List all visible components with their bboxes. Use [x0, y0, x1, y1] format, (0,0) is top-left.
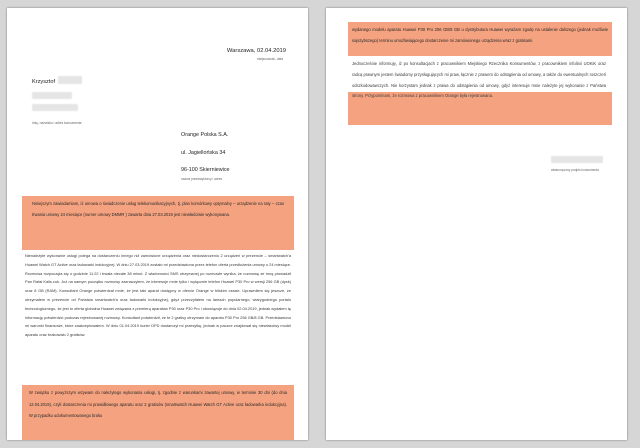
- paragraph-demand-continued: wydanego modelu aparatu Huawei P30 Pro 256 GB/8 GB u dystrybutora Huawei wyrażam zgodę na ustalenie dalszego (jednak możliwie najszybszego) terminu umożliwiającego dostarczenie mi zamówionego urządzenia wraz z gratisami.: [352, 27, 608, 43]
- paragraph-rights-part-1: Jednocześnie informuję, iż po konsultacjach z pracownikiem Miejskiego Rzecznika Konsumentów, z pracownikiem infolinii UOKiK oraz radcą prawnym jestem świadomy przysługujących mi praw, łącznie z prawem do odstąpienia od umowy, a także do ewentualnych roszczeń odszkodowawczych.: [352, 61, 606, 88]
- redacted-signature: [551, 156, 603, 163]
- document-page-1: [7, 8, 308, 440]
- document-page-2: [326, 8, 627, 440]
- paragraph-demand: W związku z powyższym wzywam do należytego wykonania usługi, tj. zgodnie z warunkami zawartej umowy, w terminie 30 dni (do dnia 12.04.2019), czyli dostarczenia mi prawidłowego aparatu oraz 2 gratisów (smartwatch Huawei Watch GT Active oraz ładowarka indukcyjna). W przypadku udokumentowanego braku: [29, 390, 287, 419]
- date-caption: miejscowość, data: [256, 57, 283, 61]
- signature-caption: własnoręczny podpis konsumenta: [551, 168, 599, 172]
- paragraph-notice: Niniejszym zawiadamiam, iż umowa o świadczenie usług telekomunikacyjnych, tj. plan komórkowy optymalny – urządzenie na raty – czas trwania umowy 24 miesiące (numer umowy DMMR ) zawarta dnia 27.03.2019 jest niewłaściwie wykonywana.: [32, 201, 284, 217]
- redacted-surname: [58, 76, 82, 84]
- paragraph-rights-part-2: Nie korzystam jednak z prawa do odstąpienia od umowy, gdyż interesuje mnie należyte jej wykonanie z Państwa strony. Przypominam, że rozmowa z pracownikiem Orange była rejestrowana.: [352, 82, 606, 99]
- redacted-address-line-1: [32, 92, 72, 99]
- letter-date: Warszawa, 02.04.2019: [226, 48, 286, 54]
- recipient-caption: nazwa przedsiębiorcy i adres: [181, 177, 223, 181]
- recipient-company: Orange Polska S.A.: [181, 132, 229, 138]
- sender-name: Krzysztof: [32, 79, 56, 85]
- redacted-address-line-2: [32, 104, 78, 111]
- recipient-street: ul. Jagiellońska 34: [181, 150, 226, 156]
- paragraph-details: Nienależyte wykonanie usługi polega na dostarczeniu innego niż zamówione urządzenia oraz niedostarczeniu 2 urządzeń w prezencie – smartwatch'a Huawei Watch GT Active oraz ładowarki indukcyjnej. W dniu 27.03.2019 zostało mi przedstawiona przez telefon oferta przedłużenia umowy o 24 miesiące. Rozmowa rozpoczęła się o godzinie 11:22 i trwała niecałe 38 minut. Z wiadomości SMS otrzymanej po rozmowie wynika, że rozmowę ze mną prowadził Pan Rafał Kalis.cok. Już na samym początku rozmowy zaznaczyłem, że interesuje mnie tylko i wyłącznie telefon Huawei P30 Pro w wersji 256 GB (dysk) oraz 8 GB (RAM). Konsultant Orange potwierdzał mnie, że jest taki aparat dostępny w ofercie Orange w bliskim czasie. Uprawniłem się jeszcze, że otrzymałem w prezencie od Państwa smartwatch'a oraz ładowarki indukcyjnej, gdyż przeczytałem na łamach popularnego, wiarygodnego portalu technologicznego, że jest to oferta globalna Huawei związana z premierą aparatów P30 oraz P30 Pro i obowiązuje do dnia 02.04.2019, jednak wydałem tę informację potwierdzić podczas rejestrowanej rozmowy. Konsultant potwierdził, że te 2 gratisy otrzymam do aparatu P30 Pro 256 GB/8 GB. Przedstawiono mi warunki finansowe, które zaakceptowałem. W dniu 01.04.2019 kurier DPD dostarczył mi przesyłkę, jednak w paczce znajdował się niewłaściwy model aparatu oraz brakowało 2 gratisów.: [25, 253, 291, 338]
- recipient-city: 96-100 Skierniewice: [181, 167, 230, 173]
- paragraph-rights: [352, 59, 606, 102]
- sender-caption: imię, nazwisko i adres konsumenta: [32, 121, 82, 125]
